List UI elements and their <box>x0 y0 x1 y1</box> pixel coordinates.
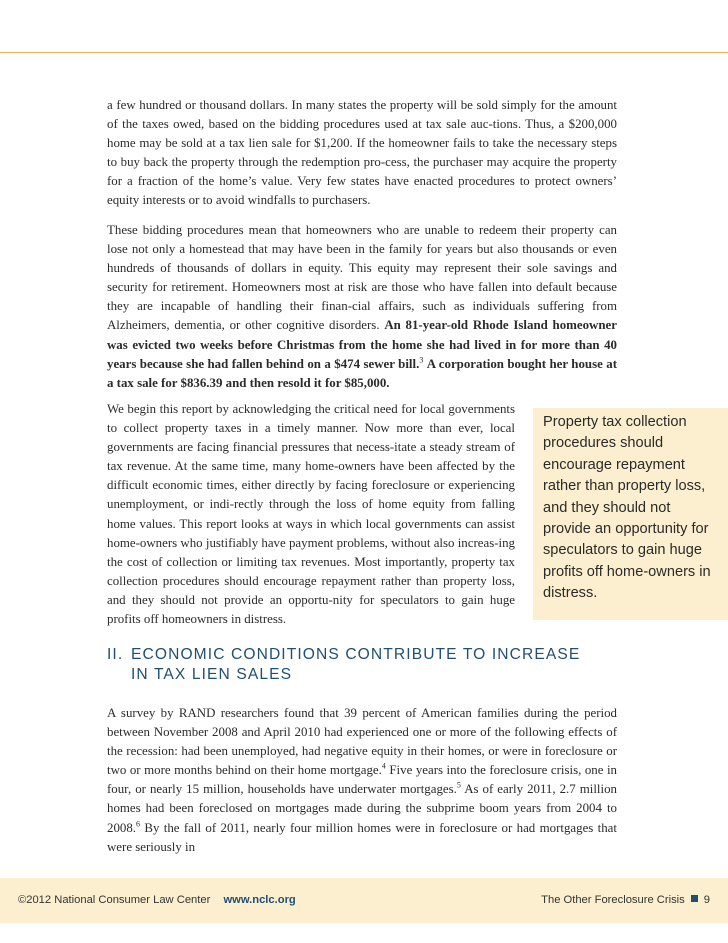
paragraph-report-intro <box>107 400 515 629</box>
paragraph-text-plain: These bidding procedures mean that homeowners who are unable to redeem their property can lose not only a homestead that may have been in the family for years but also thousands or even hundreds of thousands of dollars in equity. This equity may represent their sole savings and security for retirement. Homeowners most at risk are those who have fallen into default because they are incapable of handling their finan-cial affairs, such as individuals suffering from Alzheimers, dementia, or other cognitive disorders. <box>107 223 617 333</box>
paragraph-tax-sale-bidding <box>107 96 617 211</box>
footnote-ref-6: 6 <box>136 819 141 829</box>
bold-corporation-resale: A corporation bought her house at a tax sale for $836.39 and then resold it for $85,000. <box>107 356 617 390</box>
footer-right <box>541 894 710 906</box>
report-title: The Other Foreclosure Crisis <box>541 894 685 906</box>
top-rule <box>0 52 728 53</box>
footnote-ref-5: 5 <box>456 781 461 791</box>
section-heading <box>107 645 627 685</box>
footnote-ref-4: 4 <box>381 761 386 771</box>
section-title-line1: ECONOMIC CONDITIONS CONTRIBUTE TO INCREASE <box>131 646 581 663</box>
text-run: As of early 2011, 2.7 million homes had been foreclosed on mortgages made during the subprime boom years from 2004 to 2008. <box>107 782 617 835</box>
footer-left <box>18 894 296 906</box>
copyright-text: ©2012 National Consumer Law Center <box>18 894 211 906</box>
paragraph-equity-loss <box>107 221 617 393</box>
text-run: A survey by RAND researchers found that 39 percent of American families during the period between November 2008 and April 2010 had experienced one or more of the following effects of the recession: had been unemployed, had negative equity in their homes, or were in foreclosure or two or more months behind on their home mortgage. <box>107 706 617 778</box>
section-number: II. <box>107 646 124 663</box>
text-run: Five years into the foreclosure crisis, one in four, or nearly 15 million, households have underwater mortgages. <box>107 763 617 797</box>
pull-quote-sidebar <box>533 408 728 620</box>
paragraph-text <box>107 221 617 393</box>
square-bullet-icon <box>691 895 698 902</box>
bold-rhode-island-example: An 81-year-old Rhode Island homeowner was evicted two weeks before Christmas from the home she had lived in for more than 40 years because she had fallen behind on a $474 sewer bill. <box>107 318 617 371</box>
footer-url-link[interactable]: www.nclc.org <box>223 894 296 906</box>
text-run: By the fall of 2011, nearly four million homes were in foreclosure or had mortgages that were seriously in <box>107 820 617 854</box>
section-title-line2: IN TAX LIEN SALES <box>131 666 293 683</box>
paragraph-text <box>107 704 617 857</box>
page-number: 9 <box>703 894 710 906</box>
paragraph-text: a few hundred or thousand dollars. In many states the property will be sold simply for the amount of the taxes owed, based on the bidding procedures used at tax sale auc-tions. Thus, a $200,000 home may be sold at a tax lien sale for $1,200. If the homeowner fails to take the necessary steps to buy back the property through the redemption pro-cess, the purchaser may acquire the property for a fraction of the home’s value. Very few states have enacted procedures to protect owners’ equity interests or to avoid windfalls to purchasers. <box>107 98 617 208</box>
paragraph-rand-survey <box>107 704 617 857</box>
paragraph-text: We begin this report by acknowledging the critical need for local governments to collect property taxes in a timely manner. Now more than ever, local governments are facing financial pressures that necess-itate a steady stream of tax revenue. At the same time, many home-owners have been affected by the difficult economic times, either directly by facing foreclosure or experiencing unemployment, or indi-rectly through the loss of home equity from falling home values. This report looks at ways in which local governments can assist home-owners who justifiably have payment problems, without also increas-ing the cost of collection or limiting tax revenues. Most importantly, property tax collection procedures should encourage repayment rather than property loss, and they should not provide an opportu-nity for speculators to gain huge profits off homeowners in distress. <box>107 402 515 627</box>
page-footer <box>0 878 728 923</box>
pull-quote-text: Property tax collection procedures should encourage repayment rather than property loss, and they should not provide an opportunity for speculators to gain huge profits off home-owners in distress. <box>543 414 711 602</box>
footnote-ref-3: 3 <box>419 355 424 365</box>
